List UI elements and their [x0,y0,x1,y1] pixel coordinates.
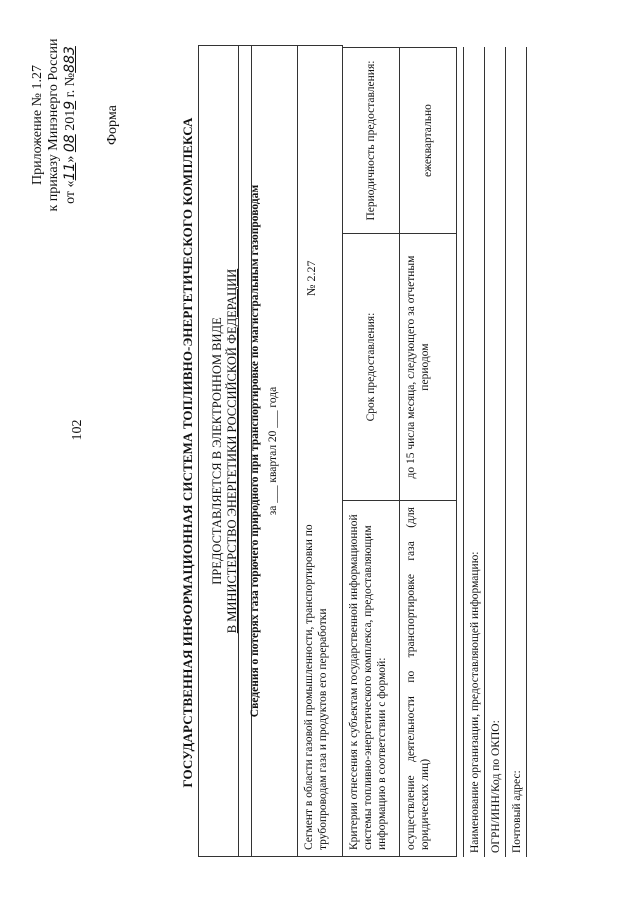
report-title: Сведения о потерях газа горючего природного при транспортировке по магистральным газопроводам [249,184,261,718]
appendix-line3: от «11» 08 2019 г. №883 [62,46,78,204]
field-organization-name[interactable]: Наименование организации, предоставляющей информацию: [463,47,485,857]
submission-line1: ПРЕДОСТАВЛЯЕТСЯ В ЭЛЕКТРОННОМ ВИДЕ [210,317,224,585]
appendix-line1: Приложение № 1.27 [30,65,45,185]
report-period: за ___ квартал 20 ___ года [267,386,279,516]
field-ogrn-inn-okpo[interactable]: ОГРН/ИНН/Код по ОКПО: [485,47,506,857]
header-deadline: Срок предоставления: [343,234,400,501]
form-label: Форма [105,105,120,145]
cell-periodicity: ежеквартально [400,48,457,234]
segment-text: Сегмент в области газовой промышленности, транспортировки по трубопроводам газа и продуктов его переработки [303,524,329,850]
header-criteria: Критерии отнесения к субъектам государственной информационной системы топливно-энергетического комплекса, предоставляющим информацию в соответствии с формой: [343,501,400,857]
criteria-table [342,47,457,857]
handwritten-order-number: 883 [62,46,78,73]
field-postal-address[interactable]: Почтовый адрес: [506,47,527,857]
cell-deadline: до 15 числа месяца, следующего за отчетным периодом [400,234,457,501]
handwritten-month: 08 [62,134,78,153]
table-header-row [343,48,400,857]
report-title-box [238,45,298,857]
handwritten-year-digit: 9 [62,100,78,110]
submission-line2: В МИНИСТЕРСТВО ЭНЕРГЕТИКИ РОССИЙСКОЙ ФЕДЕРАЦИИ [225,268,239,634]
table-row [400,48,457,857]
appendix-block [30,5,79,245]
segment-box [297,45,343,857]
main-title: ГОСУДАРСТВЕННАЯ ИНФОРМАЦИОННАЯ СИСТЕМА ТОПЛИВНО-ЭНЕРГЕТИЧЕСКОГО КОМПЛЕКСА [180,117,195,788]
header-periodicity: Периодичность предоставления: [343,48,400,234]
footer-fields [463,47,527,857]
cell-criteria: осуществление деятельности по транспортировке газа (для юридических лиц) [400,501,457,857]
page-number: 102 [70,419,85,441]
form-number: № 2.27 [304,260,318,296]
appendix-line2: к приказу Минэнерго России [46,38,61,212]
handwritten-day: 11 [62,162,78,181]
